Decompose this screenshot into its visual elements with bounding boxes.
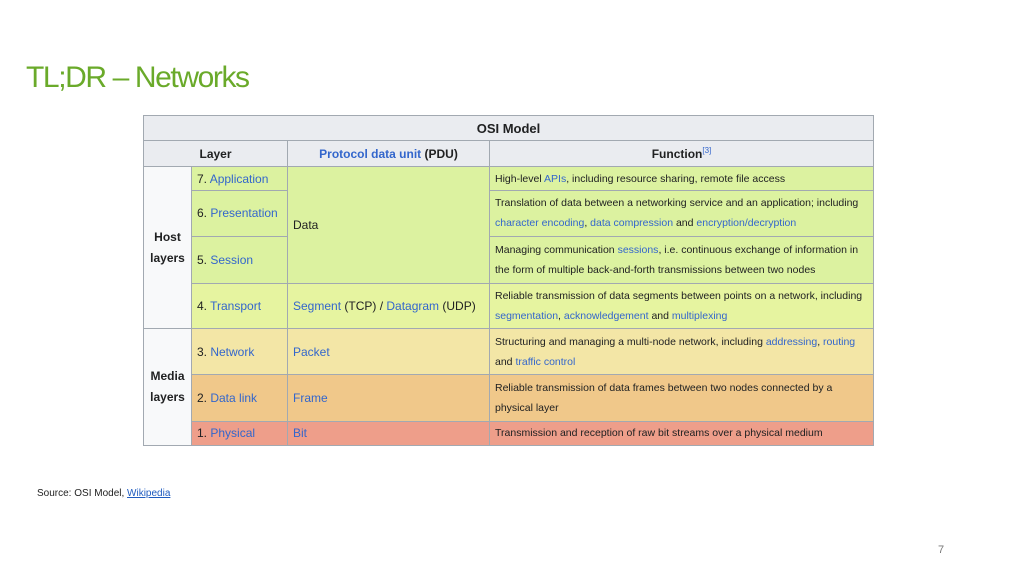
pdu-bit: Bit xyxy=(288,421,490,445)
function-presentation: Translation of data between a networking service and an application; including character encoding, data compression and encryption/decryption xyxy=(490,190,874,236)
function-transport: Reliable transmission of data segments between points on a network, including segmentation, acknowledgement and multiplexing xyxy=(490,283,874,328)
layer-application: 7. Application xyxy=(192,167,288,190)
pdu-frame: Frame xyxy=(288,375,490,421)
table-caption: OSI Model xyxy=(144,116,874,141)
osi-model-table xyxy=(143,115,874,446)
layer-data-link: 2. Data link xyxy=(192,375,288,421)
wikipedia-link[interactable]: Wikipedia xyxy=(127,488,171,499)
function-data-link: Reliable transmission of data frames between two nodes connected by a physical layer xyxy=(490,375,874,421)
layer-presentation: 6. Presentation xyxy=(192,190,288,236)
group-media-layers: Media layers xyxy=(144,328,192,445)
function-network: Structuring and managing a multi-node network, including addressing, routing and traffic control xyxy=(490,328,874,374)
header-layer: Layer xyxy=(144,141,288,167)
header-function: Function[3] xyxy=(490,141,874,167)
source-note: Source: OSI Model, Wikipedia xyxy=(37,488,171,499)
function-ref-link[interactable]: [3] xyxy=(702,146,712,156)
pdu-segment-datagram: Segment (TCP) / Datagram (UDP) xyxy=(288,283,490,328)
function-application: High-level APIs, including resource sharing, remote file access xyxy=(490,167,874,190)
header-pdu: Protocol data unit (PDU) xyxy=(288,141,490,167)
layer-network: 3. Network xyxy=(192,328,288,374)
slide-title: TL;DR – Networks xyxy=(26,61,249,94)
layer-session: 5. Session xyxy=(192,237,288,283)
page-number: 7 xyxy=(938,544,945,556)
layer-physical: 1. Physical xyxy=(192,421,288,445)
function-session: Managing communication sessions, i.e. continuous exchange of information in the form of multiple back-and-forth transmissions between two nodes xyxy=(490,237,874,283)
function-physical: Transmission and reception of raw bit streams over a physical medium xyxy=(490,421,874,445)
layer-transport: 4. Transport xyxy=(192,283,288,328)
pdu-link[interactable]: Protocol data unit xyxy=(319,146,422,161)
group-host-layers: Host layers xyxy=(144,167,192,328)
pdu-packet: Packet xyxy=(288,328,490,374)
pdu-data: Data xyxy=(288,167,490,283)
